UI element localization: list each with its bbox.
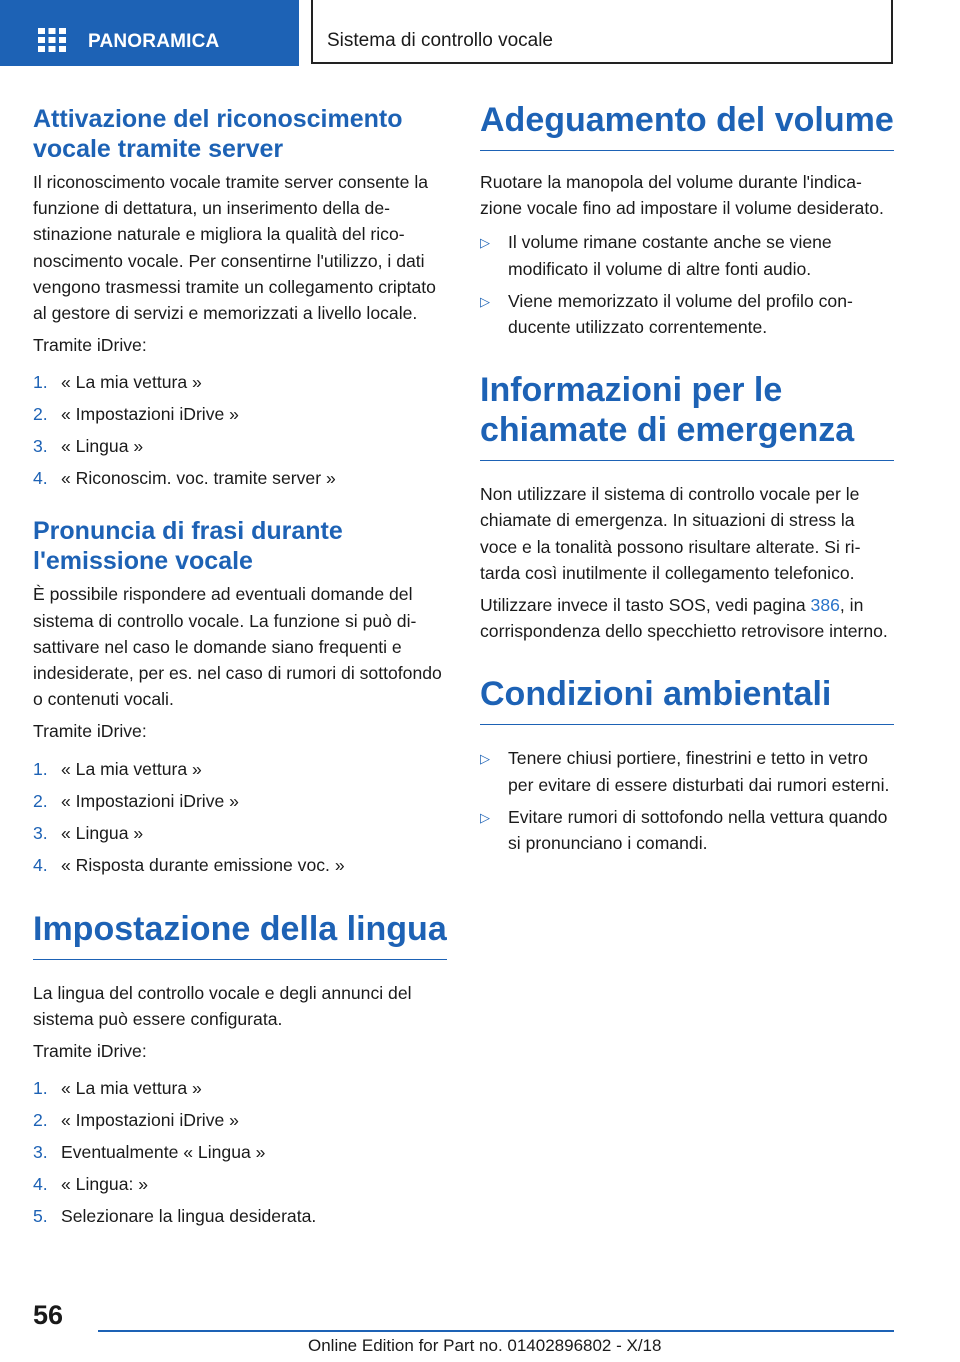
step-number: 4.	[33, 854, 48, 875]
bullet-item	[480, 745, 894, 797]
step-item	[33, 785, 447, 817]
step-number: 2.	[33, 790, 48, 811]
step-text: « Impostazioni iDrive »	[61, 790, 239, 811]
heading-volume: Adeguamento del volume	[480, 100, 894, 151]
footer-divider	[98, 1330, 894, 1332]
step-item	[33, 366, 447, 398]
text-run: , in corrispondenza dello specchietto retrovisore interno.	[480, 595, 888, 642]
step-item	[33, 1136, 447, 1168]
step-text: « Lingua: »	[61, 1174, 149, 1195]
section-tab-label: PANORAMICA	[88, 31, 220, 52]
step-number: 5.	[33, 1206, 48, 1227]
step-text: « Impostazioni iDrive »	[61, 404, 239, 425]
paragraph: Non utilizzare il sistema di controllo vocale per le chiamate di emergenza. In situazioni di stress la voce e la tonalità possono risultare alterate. Si ritarda così inutilmente il collegamento telefonico.	[480, 484, 861, 583]
step-item	[33, 849, 447, 881]
heading-server-recognition: Attivazione del riconoscimento vocale tramite server	[33, 105, 403, 163]
step-number: 3.	[33, 822, 48, 843]
step-number: 4.	[33, 468, 48, 489]
bullet-list	[480, 229, 894, 340]
step-item	[33, 1200, 447, 1232]
paragraph-idrive-intro: Tramite iDrive:	[33, 1041, 147, 1062]
section-tab[interactable]	[0, 0, 299, 66]
step-text: « La mia vettura »	[61, 758, 202, 779]
step-text: Selezionare la lingua desiderata.	[61, 1206, 317, 1227]
steps-list	[33, 366, 447, 494]
steps-list	[33, 753, 447, 881]
left-column	[33, 104, 447, 1232]
edition-text: Online Edition for Part no. 01402896802 - X/18	[308, 1336, 662, 1355]
step-item	[33, 817, 447, 849]
step-number: 3.	[33, 436, 48, 457]
heading-ambient-conditions: Condizioni ambientali	[480, 674, 894, 725]
paragraph-idrive-intro: Tramite iDrive:	[33, 721, 147, 742]
bullet-text: Il volume rimane costante anche se viene modificato il volume di altre fonti audio.	[508, 232, 832, 279]
paragraph: La lingua del controllo vocale e degli annunci del sistema può essere configurata.	[33, 982, 412, 1029]
step-item	[33, 398, 447, 430]
bullet-item	[480, 288, 894, 340]
triangle-bullet-icon: ▷	[480, 293, 490, 309]
step-text: « La mia vettura »	[61, 372, 202, 393]
triangle-bullet-icon: ▷	[480, 751, 490, 767]
step-text: Eventualmente « Lingua »	[61, 1142, 266, 1163]
step-number: 4.	[33, 1174, 48, 1195]
step-item	[33, 1168, 447, 1200]
paragraph-idrive-intro: Tramite iDrive:	[33, 335, 147, 356]
step-text: « Lingua »	[61, 822, 144, 843]
step-text: « Impostazioni iDrive »	[61, 1110, 239, 1131]
grid-icon	[38, 28, 66, 52]
bullet-item	[480, 229, 894, 281]
step-number: 2.	[33, 404, 48, 425]
page-reference-link[interactable]: 386	[810, 595, 840, 616]
step-number: 3.	[33, 1142, 48, 1163]
paragraph: Ruotare la manopola del volume durante l'indicazione vocale fino ad impostare il volume desiderato.	[480, 172, 884, 219]
triangle-bullet-icon: ▷	[480, 809, 490, 825]
step-text: « Riconoscim. voc. tramite server »	[61, 468, 336, 489]
heading-speech-interrupt: Pronuncia di frasi durante l'emissione vocale	[33, 517, 343, 576]
step-text: « Lingua »	[61, 436, 144, 457]
paragraph-sos	[480, 592, 894, 644]
steps-list	[33, 1072, 447, 1232]
step-number: 2.	[33, 1110, 48, 1131]
step-text: « La mia vettura »	[61, 1078, 202, 1099]
bullet-list	[480, 745, 894, 856]
step-text: « Risposta durante emissione voc. »	[61, 854, 345, 875]
chapter-title: Sistema di controllo vocale	[327, 30, 553, 51]
step-number: 1.	[33, 1078, 48, 1099]
paragraph: È possibile rispondere ad eventuali domande del sistema di controllo vocale. La funzione si può disattivare nel caso le domande siano frequenti e indesiderate, per es. nel caso di rumori di sottofondo o contenuti vocali.	[33, 584, 442, 710]
heading-language-setting: Impostazione della lingua	[33, 909, 447, 960]
right-column	[480, 100, 894, 856]
chapter-header	[311, 0, 893, 64]
step-item	[33, 462, 447, 494]
bullet-text: Tenere chiusi portiere, finestrini e tetto in vetro per evitare di essere disturbati dai rumori esterni.	[508, 748, 890, 795]
triangle-bullet-icon: ▷	[480, 235, 490, 251]
bullet-item	[480, 804, 894, 856]
bullet-text: Evitare rumori di sottofondo nella vettura quando si pronunciano i comandi.	[508, 806, 888, 854]
heading-emergency-calls: Informazioni per le chiamate di emergenza	[480, 370, 894, 461]
step-item	[33, 430, 447, 462]
step-item	[33, 1104, 447, 1136]
page-number: 56	[33, 1300, 64, 1330]
paragraph: Il riconoscimento vocale tramite server consente la funzione di dettatura, un inserimento della destinazione naturale e migliora la qualità del riconoscimento vocale. Per consentirne l'utilizzo, i dati vengono trasmessi tramite un collegamento criptato al gestore di servizi e memorizzati a livello locale.	[33, 172, 436, 324]
step-number: 1.	[33, 372, 48, 393]
text-run: Utilizzare invece il tasto SOS, vedi pagina	[480, 595, 811, 616]
bullet-text: Viene memorizzato il volume del profilo conducente utilizzato correntemente.	[508, 290, 853, 338]
step-item	[33, 753, 447, 785]
step-item	[33, 1072, 447, 1104]
step-number: 1.	[33, 758, 48, 779]
